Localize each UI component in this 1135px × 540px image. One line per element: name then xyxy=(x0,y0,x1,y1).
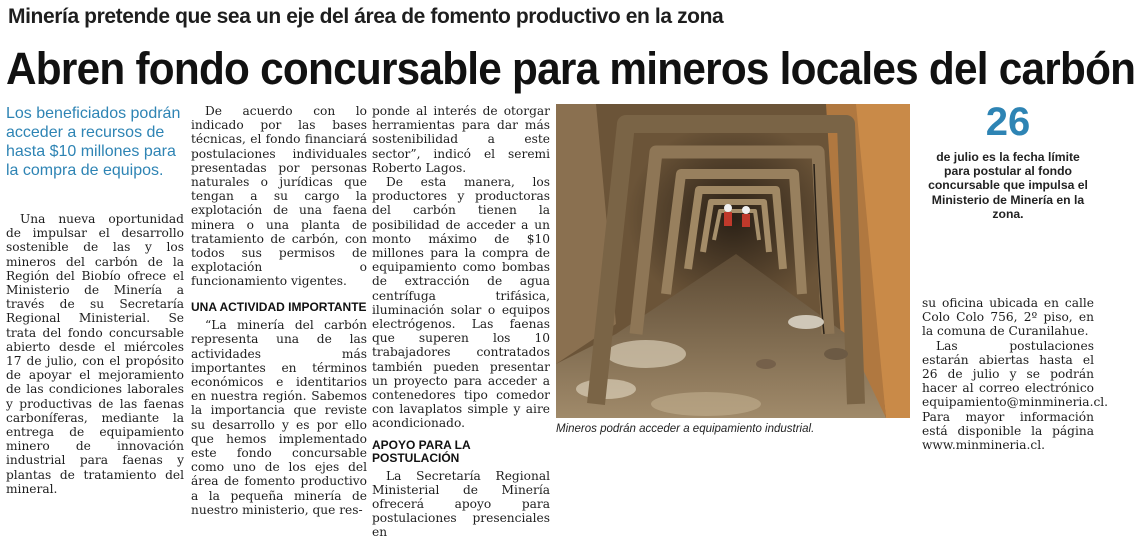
body-paragraph: Las postulaciones estarán abiertas hasta el 26 de julio y se podrán hacer al correo electrónico equipamiento@minmineria.cl. Para mayor información está disponible la página www.minmineria.cl. xyxy=(922,338,1109,453)
photo-caption: Mineros podrán acceder a equipamiento industrial. xyxy=(556,423,815,435)
body-paragraph: “La minería del carbón representa una de las actividades más importantes en términos económicos e identitarios en nuestra región. Sabemos la importancia que reviste su desarrollo y es por ello que hemos implementado este fondo concursable como uno de los ejes del área de fomento productivo a la pequeña minería de nuestro ministerio, que res- xyxy=(191,318,367,517)
body-column-4 xyxy=(922,296,1109,453)
mine-tunnel-illustration xyxy=(556,104,910,418)
kicker: Minería pretende que sea un eje del área de fomento productivo en la zona xyxy=(8,5,724,28)
body-column-3 xyxy=(372,104,550,540)
body-column-1 xyxy=(6,212,184,496)
body-paragraph: La Secretaría Regional Ministerial de Minería ofrecerá apoyo para postulaciones presenciales en xyxy=(372,468,550,540)
mine-tunnel-photo xyxy=(556,104,910,418)
body-column-2 xyxy=(191,104,367,517)
subheading: APOYO PARA LA POSTULACIÓN xyxy=(372,437,471,466)
stat-number: 26 xyxy=(985,100,1031,144)
stat-caption: de julio es la fecha límite para postular al fondo concursable que impulsa el Ministerio de Minería en la zona. xyxy=(928,150,1088,221)
body-paragraph: su oficina ubicada en calle Colo Colo 756, 2º piso, en la comuna de Curanilahue. xyxy=(922,296,1094,339)
body-paragraph: Una nueva oportunidad de impulsar el desarrollo sostenible de las y los mineros del carbón de la Región del Biobío ofrece el Ministerio de Minería a través de su Secretaría Regional Ministerial. Se trata del fondo concursable abierto desde el miércoles 17 de julio, con el propósito de apoyar el mejoramiento de las condiciones laborales y productivas de las faenas carboníferas, mediante la entrega de equipamiento minero de innovación industrial para faenas y plantas de tratamiento del mineral. xyxy=(6,212,184,496)
lead-summary: Los beneficiados podrán acceder a recursos de hasta $10 millones para la compra de equipos. xyxy=(6,105,181,179)
body-paragraph: De esta manera, los productores y productoras del carbón tienen la posibilidad de acceder a un monto máximo de $10 millones para la compra de equipamiento como bombas de extracción de agua centrífuga trifásica, iluminación solar o equipos electrógenos. Las faenas que superen los 10 trabajadores contratados también pueden presentar un proyecto para acceder a contenedores tipo comedor con lavaplatos simple y aire acondicionado. xyxy=(372,175,550,431)
headline: Abren fondo concursable para mineros locales del carbón xyxy=(6,43,1135,94)
subheading: UNA ACTIVIDAD IMPORTANTE xyxy=(191,299,367,314)
body-paragraph: De acuerdo con lo indicado por las bases técnicas, el fondo financiará postulaciones individuales presentadas por personas naturales o jurídicas que tengan a su cargo la explotación de una faena minera o una planta de tratamiento de carbón, con todos sus permisos de explotación o funcionamiento vigentes. xyxy=(191,104,367,289)
body-paragraph: ponde al interés de otorgar herramientas para dar más sostenibilidad a este sector”, indicó el seremi Roberto Lagos. xyxy=(372,104,550,175)
